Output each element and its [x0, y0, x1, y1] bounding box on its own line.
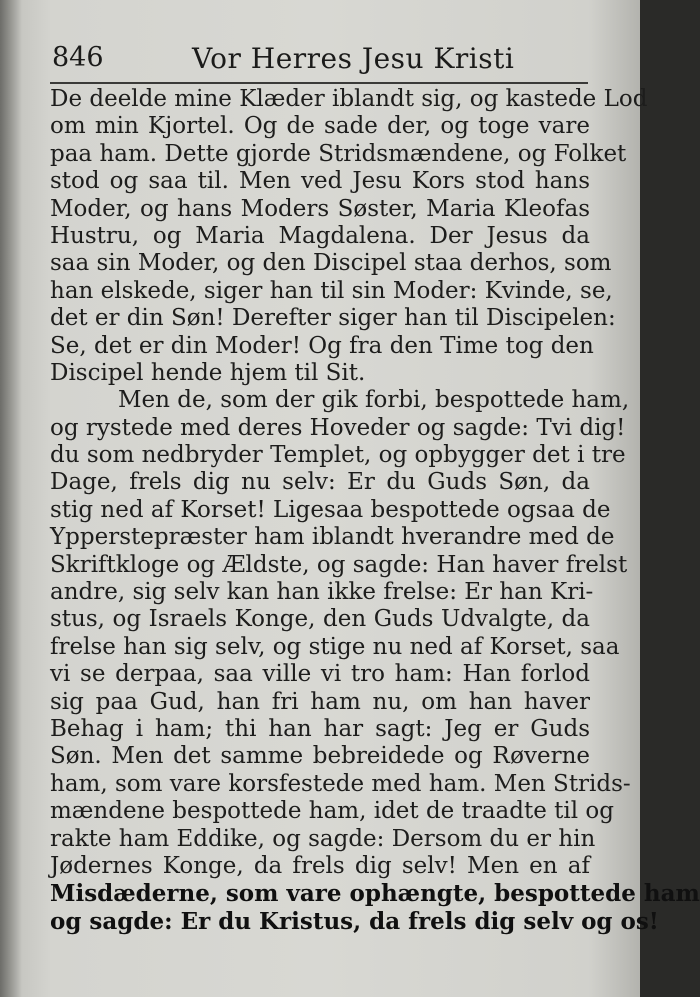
text-line: Misdæderne, som vare ophængte, bespottede ham	[50, 880, 700, 908]
paragraph-start-line: Men de, som der gik forbi, bespottede ham,	[118, 387, 630, 414]
page-number: 846	[52, 42, 104, 73]
text-line: Skriftkloge og Ældste, og sagde: Han haver frelst	[50, 551, 628, 578]
text-line: Behag i ham; thi han har sagt: Jeg er Guds	[50, 715, 590, 742]
text-line: De deelde mine Klæder iblandt sig, og kastede Lod	[50, 86, 648, 112]
page-edge-shadow	[0, 0, 22, 997]
text-line: Hustru, og Maria Magdalena. Der Jesus da	[50, 222, 590, 249]
text-line: mændene bespottede ham, idet de traadte til og	[50, 798, 614, 825]
header-rule	[50, 82, 588, 84]
text-line: Moder, og hans Moders Søster, Maria Kleofas	[50, 195, 590, 222]
text-line: stus, og Israels Konge, den Guds Udvalgte, da	[50, 606, 590, 633]
text-line: om min Kjortel. Og de sade der, og toge vare	[50, 113, 590, 140]
text-line: du som nedbryder Templet, og opbygger det i tre	[50, 442, 626, 469]
text-line: og rystede med deres Hoveder og sagde: Tvi dig!	[50, 414, 626, 441]
text-line: Søn. Men det samme bebreidede og Røverne	[50, 743, 590, 770]
text-line: andre, sig selv kan han ikke frelse: Er han Kri-	[50, 579, 594, 606]
text-line: frelse han sig selv, og stige nu ned af Korset, saa	[50, 633, 620, 660]
body-text	[50, 86, 700, 935]
running-title: Vor Herres Jesu Kristi	[192, 42, 515, 75]
text-line: Jødernes Konge, da frels dig selv! Men en af	[50, 852, 590, 879]
text-line: sig paa Gud, han fri ham nu, om han haver	[50, 688, 590, 715]
text-line: Ypperstepræster ham iblandt hverandre med de	[50, 524, 615, 551]
text-line: stig ned af Korset! Ligesaa bespottede ogsaa de	[50, 496, 611, 523]
text-line: paa ham. Dette gjorde Stridsmændene, og Folket	[50, 140, 627, 167]
text-line: Se, det er din Moder! Og fra den Time tog den	[50, 332, 594, 359]
text-line: stod og saa til. Men ved Jesu Kors stod hans	[50, 168, 590, 195]
text-line: vi se derpaa, saa ville vi tro ham: Han forlod	[50, 661, 590, 688]
text-line: han elskede, siger han til sin Moder: Kvinde, se,	[50, 277, 613, 304]
text-line: saa sin Moder, og den Discipel staa derhos, som	[50, 250, 612, 277]
text-line: Discipel hende hjem til Sit.	[50, 359, 366, 386]
text-line: ham, som vare korsfestede med ham. Men Strids-	[50, 770, 631, 797]
text-line: rakte ham Eddike, og sagde: Dersom du er hin	[50, 825, 596, 852]
text-line: Dage, frels dig nu selv: Er du Guds Søn, da	[50, 469, 590, 496]
text-line: det er din Søn! Derefter siger han til Discipelen:	[50, 305, 616, 332]
page-header	[52, 38, 587, 82]
text-line: og sagde: Er du Kristus, da frels dig selv og os!	[50, 907, 659, 935]
